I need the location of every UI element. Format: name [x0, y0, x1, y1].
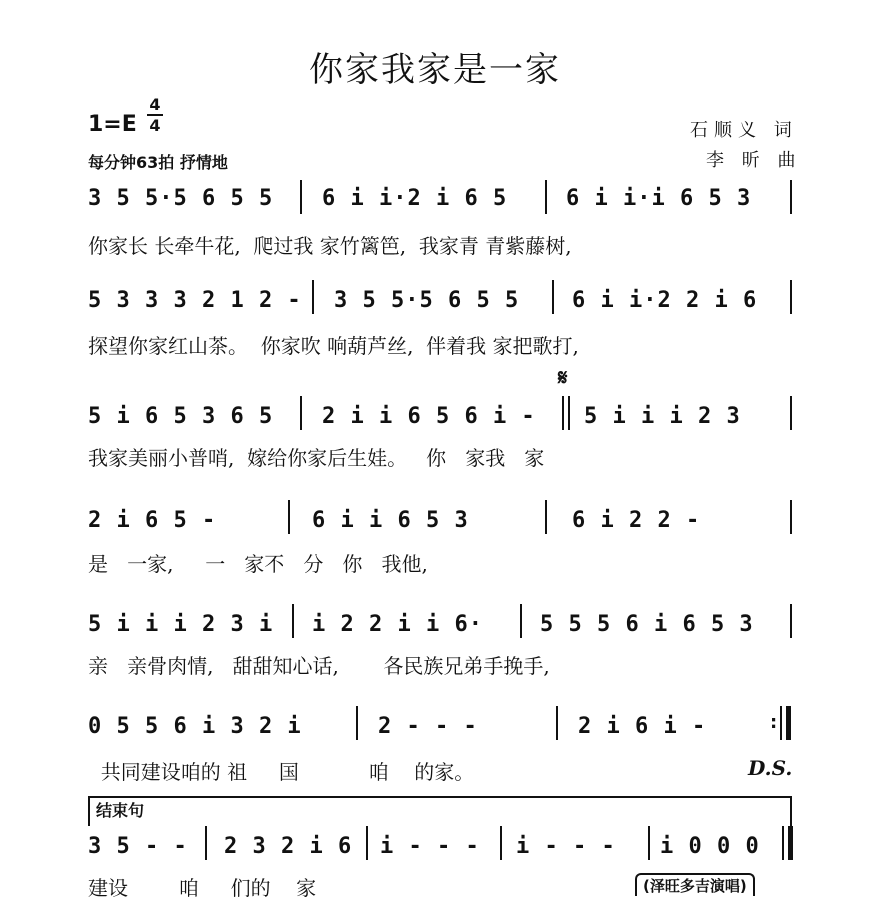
barline [205, 826, 207, 860]
measure-notes: i - - - [380, 834, 480, 859]
coda-label: 结束句 [96, 801, 145, 820]
measure-notes: 5 i i i 2 3 [584, 404, 741, 429]
barline [288, 500, 290, 534]
coda-bracket [88, 796, 792, 826]
measure-notes: 2 - - - [378, 714, 478, 739]
measure-notes: 5 5 5 6 i 6 5 3 [540, 612, 754, 637]
time-signature-top: 4 [149, 95, 161, 114]
barline [790, 280, 792, 314]
lyrics-line: 我家美丽小普哨, 嫁给你家后生娃。 你 家我 家 [88, 446, 545, 470]
barline [790, 604, 792, 638]
measure-notes: 2 3 2 i 6 [224, 834, 353, 859]
barline [780, 706, 782, 740]
lyrics-line: 亲 亲骨肉情, 甜甜知心话, 各民族兄弟手挽手, [88, 654, 550, 678]
key-signature: 1=E [88, 112, 137, 137]
measure-notes: 0 5 5 6 i 3 2 i [88, 714, 302, 739]
measure-notes: 6 i i·i 6 5 3 [566, 186, 752, 211]
measure-notes: 6 i i 6 5 3 [312, 508, 469, 533]
measure-notes: i 0 0 0 [660, 834, 760, 859]
measure-notes: 5 i 6 5 3 6 5 [88, 404, 274, 429]
barline [366, 826, 368, 860]
performer-credit: (泽旺多吉演唱) [635, 873, 755, 896]
barline [782, 826, 784, 860]
measure-notes: 2 i 6 i - [578, 714, 707, 739]
measure-notes: 2 i 6 5 - [88, 508, 217, 533]
lyricist-credit: 石顺义 词 [690, 120, 798, 141]
measure-notes: 6 i 2 2 - [572, 508, 701, 533]
barline [552, 280, 554, 314]
barline [545, 180, 547, 214]
measure-notes: 6 i i·2 2 i 6 [572, 288, 758, 313]
measure-notes: i 2 2 i i 6· [312, 612, 483, 637]
measure-notes: 5 3 3 3 2 1 2 - [88, 288, 302, 313]
barline [568, 396, 570, 430]
final-barline [788, 826, 793, 860]
barline [790, 180, 792, 214]
song-title: 你家我家是一家 [309, 50, 561, 90]
barline [356, 706, 358, 740]
barline [300, 180, 302, 214]
segno-icon: 𝄋 [558, 366, 568, 391]
barline [556, 706, 558, 740]
barline [790, 396, 792, 430]
final-barline [786, 706, 791, 740]
lyrics-line: 共同建设咱的 祖 国 咱 的家。 [88, 760, 475, 784]
barline [562, 396, 564, 430]
measure-notes: 3 5 5·5 6 5 5 [88, 186, 274, 211]
barline [520, 604, 522, 638]
measure-notes: 2 i i 6 5 6 i - [322, 404, 536, 429]
time-signature [146, 95, 164, 135]
barline [300, 396, 302, 430]
measure-notes: i - - - [516, 834, 616, 859]
time-signature-bottom: 4 [149, 116, 161, 135]
barline [312, 280, 314, 314]
barline [648, 826, 650, 860]
measure-notes: 6 i i·2 i 6 5 [322, 186, 508, 211]
measure-notes: 3 5 5·5 6 5 5 [334, 288, 520, 313]
lyrics-line: 你家长 长牵牛花, 爬过我 家竹篱笆, 我家青 青紫藤树, [88, 234, 572, 258]
composer-credit: 李 昕 曲 [706, 150, 802, 171]
lyrics-line: 探望你家红山茶。 你家吹 响葫芦丝, 伴着我 家把歌打, [88, 334, 579, 358]
tempo-marking: 每分钟63拍 抒情地 [88, 153, 228, 172]
barline [545, 500, 547, 534]
barline [292, 604, 294, 638]
repeat-dots: : [770, 712, 778, 733]
lyrics-line: 是 一家, 一 家不 分 你 我他, [88, 552, 428, 576]
measure-notes: 3 5 - - [88, 834, 188, 859]
measure-notes: 5 i i i 2 3 i [88, 612, 274, 637]
dal-segno-mark: D.S. [748, 756, 793, 780]
barline [790, 500, 792, 534]
barline [500, 826, 502, 860]
lyrics-line: 建设 咱 们的 家 [88, 876, 317, 900]
